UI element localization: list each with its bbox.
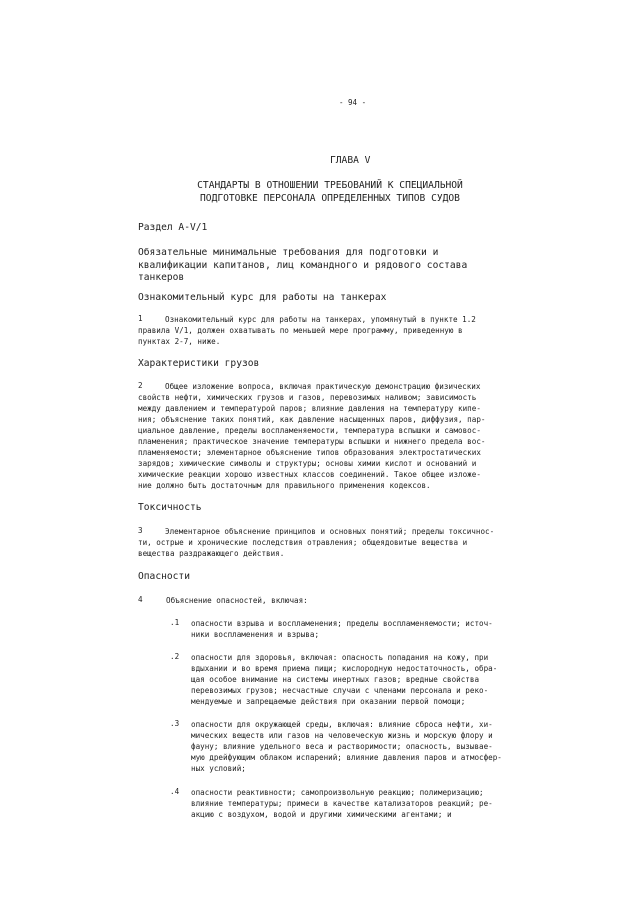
- standards-title-line: СТАНДАРТЫ В ОТНОШЕНИИ ТРЕБОВАНИЙ К СПЕЦИАЛЬНОЙ: [197, 180, 463, 191]
- list-item-line: мендуемые и запрещаемые действия при оказании первой помощи;: [191, 697, 466, 706]
- list-item-line: мических веществ или газов на человеческую жизнь и морскую флору и: [191, 731, 493, 740]
- list-item-line: вдыхании и во время приема пищи; кислородную недостаточность, обра-: [191, 664, 498, 673]
- requirements-title-line: Обязательные минимальные требования для подготовки и: [138, 247, 439, 258]
- paragraph-line: пунктах 2-7, ниже.: [138, 337, 221, 346]
- list-item-line: опасности для окружающей среды, включая: влияние сброса нефти, хи-: [191, 720, 493, 729]
- list-item-number: .4: [170, 787, 180, 796]
- hazards-intro: Объяснение опасностей, включая:: [166, 596, 308, 605]
- paragraph-line: правила V/1, должен охватывать по меньшей мере программу, приведенную в: [138, 326, 463, 335]
- paragraph-number: 4: [138, 595, 143, 604]
- paragraph-line: Элементарное объяснение принципов и основных понятий; пределы токсичнос-: [165, 527, 495, 536]
- list-item-number: .2: [170, 652, 180, 661]
- course-title: Ознакомительный курс для работы на танкерах: [138, 292, 387, 303]
- paragraph-line: Общее изложение вопроса, включая практическую демонстрацию физических: [165, 382, 481, 391]
- paragraph-1: [138, 314, 476, 347]
- paragraph-number: 3: [138, 526, 143, 535]
- list-item-number: .3: [170, 719, 180, 728]
- paragraph-line: вещества раздражающего действия.: [138, 549, 285, 558]
- paragraph-line: пламеняемости; элементарное объяснение типов образования электростатических: [138, 448, 481, 457]
- chapter-title: ГЛАВА V: [330, 155, 371, 166]
- list-item-line: акцию с воздухом, водой и другими химическими агентами; и: [191, 810, 452, 819]
- requirements-title-line: танкеров: [138, 272, 185, 283]
- paragraph-line: свойств нефти, химических грузов и газов, перевозимых наливом; зависимость: [138, 393, 477, 402]
- list-item-line: ники воспламенения и взрыва;: [191, 630, 320, 639]
- paragraph-line: ние должно быть достаточным для правильного применения кодексов.: [138, 481, 431, 490]
- requirements-title: [138, 247, 467, 285]
- paragraph-line: зарядов; химические символы и структуры; основы химии кислот и оснований и: [138, 459, 477, 468]
- paragraph-line: химические реакции хорошо известных классов соединений. Такое общее изложе-: [138, 470, 481, 479]
- paragraph-number: 1: [138, 314, 143, 323]
- list-item-line: перевозимых грузов; несчастные случаи с членами персонала и реко-: [191, 686, 489, 695]
- standards-title-line: ПОДГОТОВКЕ ПЕРСОНАЛА ОПРЕДЕЛЕННЫХ ТИПОВ СУДОВ: [200, 192, 460, 204]
- list-item-number: .1: [170, 618, 180, 627]
- list-item: [191, 787, 493, 820]
- list-item: [191, 652, 497, 707]
- paragraph-line: пламенения; практическое значение температуры вспышки и нижнего предела вос-: [138, 437, 486, 446]
- cargo-heading: Характеристики грузов: [138, 358, 260, 369]
- paragraph-3: [138, 526, 494, 559]
- list-item: [191, 719, 502, 774]
- list-item-line: опасности взрыва и воспламенения; пределы воспламеняемости; источ-: [191, 619, 493, 628]
- paragraph-line: между давлением и температурой паров; влияние давления на температуру кипе-: [138, 404, 481, 413]
- list-item: [191, 618, 493, 640]
- list-item-line: опасности для здоровья, включая: опасность попадания на кожу, при: [191, 653, 489, 662]
- toxicity-heading: Токсичность: [138, 502, 202, 513]
- paragraph-2: [138, 381, 485, 491]
- list-item-line: влияние температуры; примеси в качестве катализаторов реакций; ре-: [191, 799, 493, 808]
- list-item-line: мую дрейфующим облаком испарений; влияние давления паров и атмосфер-: [191, 753, 502, 762]
- standards-title: [150, 180, 510, 205]
- hazards-heading: Опасности: [138, 571, 190, 582]
- list-item-line: опасности реактивности; самопроизвольную реакцию; полимеризацию;: [191, 788, 484, 797]
- paragraph-number: 2: [138, 381, 143, 390]
- section-label: Раздел A-V/1: [138, 222, 208, 233]
- page-number: - 94 -: [339, 98, 367, 107]
- paragraph-line: ния; объяснение таких понятий, как давление насыщенных паров, диффузия, пар-: [138, 415, 486, 424]
- paragraph-line: циальное давление, пределы воспламеняемости, температура вспышки и самовос-: [138, 426, 481, 435]
- paragraph-line: Ознакомительный курс для работы на танкерах, упомянутый в пункте 1.2: [165, 315, 476, 324]
- list-item-line: ных условий;: [191, 764, 246, 773]
- list-item-line: щая особое внимание на системы инертных газов; вредные свойства: [191, 675, 480, 684]
- requirements-title-line: квалификации капитанов, лиц командного и рядового состава: [138, 259, 468, 271]
- paragraph-line: ти, острые и хронические последствия отравления; общеядовитые вещества и: [138, 538, 468, 547]
- list-item-line: фауну; влияние удельного веса и растворимости; опасность, вызывае-: [191, 742, 493, 751]
